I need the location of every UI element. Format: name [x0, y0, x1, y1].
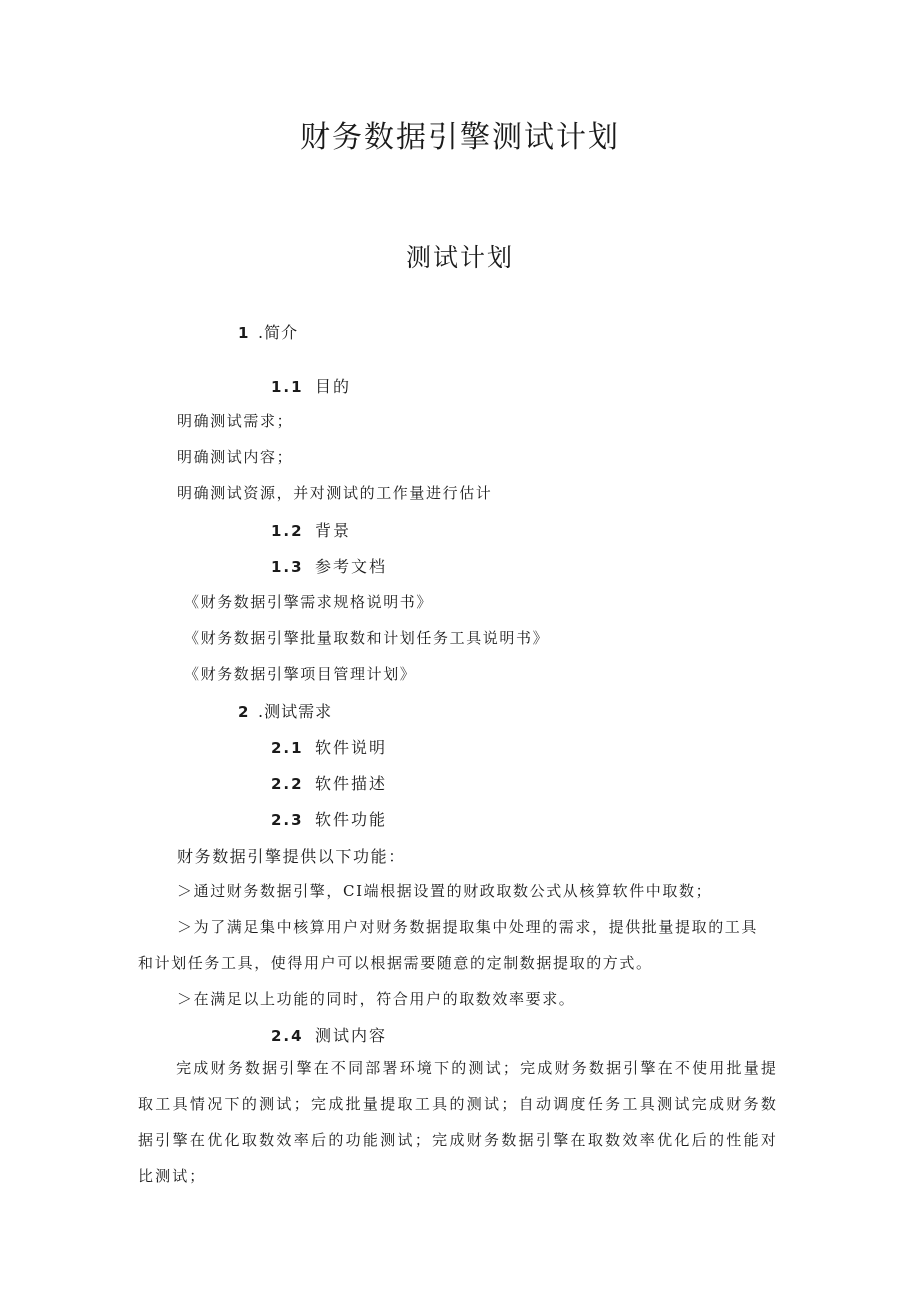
test-content-paragraph — [138, 1050, 778, 1194]
section-label: .测试需求 — [258, 702, 333, 721]
section-1-2-heading — [271, 518, 351, 541]
section-1-heading — [238, 320, 298, 343]
section-2-heading — [238, 699, 332, 722]
section-label: 软件描述 — [315, 774, 388, 793]
section-label: 软件功能 — [315, 810, 388, 829]
document-subtitle: 测试计划 — [405, 243, 514, 272]
section-1-1-heading — [271, 374, 351, 397]
test-content-text: 完成财务数据引擎在不同部署环境下的测试；完成财务数据引擎在不使用批量提取工具情况下的测试；完成批量提取工具的测试；自动调度任务工具测试完成财务数据引擎在优化取数效率后的功能测试；完成财务数据引擎在取数效率优化后的性能对比测试； — [138, 1059, 778, 1185]
purpose-line-3: 明确测试资源，并对测试的工作量进行估计 — [177, 484, 493, 502]
section-number: 1.3 — [271, 558, 304, 576]
function-item-2-cont: 和计划任务工具，使得用户可以根据需要随意的定制数据提取的方式。 — [138, 954, 653, 972]
section-2-3-heading — [271, 807, 387, 830]
purpose-line-1: 明确测试需求； — [177, 412, 294, 430]
section-label: 软件说明 — [315, 738, 388, 757]
reference-1: 《财务数据引擎需求规格说明书》 — [184, 593, 434, 611]
section-2-1-heading — [271, 735, 387, 758]
purpose-line-2: 明确测试内容； — [177, 448, 294, 466]
section-label: 背景 — [315, 521, 352, 540]
document-title: 财务数据引擎测试计划 — [300, 120, 620, 155]
section-number: 2.3 — [271, 811, 304, 829]
section-number: 2 — [238, 703, 250, 721]
section-number: 1 — [238, 324, 250, 342]
reference-3: 《财务数据引擎项目管理计划》 — [184, 665, 417, 683]
section-number: 2.4 — [271, 1027, 304, 1045]
section-number: 1.2 — [271, 522, 304, 540]
section-1-3-heading — [271, 554, 387, 577]
section-2-4-heading — [271, 1023, 387, 1046]
functions-intro: 财务数据引擎提供以下功能： — [177, 847, 406, 866]
section-label: 测试内容 — [315, 1026, 388, 1045]
function-item-3: ＞在满足以上功能的同时，符合用户的取数效率要求。 — [177, 990, 576, 1008]
reference-2: 《财务数据引擎批量取数和计划任务工具说明书》 — [184, 629, 550, 647]
function-item-2: ＞为了满足集中核算用户对财务数据提取集中处理的需求，提供批量提取的工具 — [177, 918, 759, 936]
section-number: 2.1 — [271, 739, 304, 757]
section-2-2-heading — [271, 771, 387, 794]
section-label: 参考文档 — [315, 557, 388, 576]
section-label: 目的 — [315, 377, 352, 396]
section-label: .简介 — [258, 323, 299, 342]
section-number: 1.1 — [271, 378, 304, 396]
function-item-1: ＞通过财务数据引擎，CI端根据设置的财政取数公式从核算软件中取数； — [177, 882, 713, 900]
section-number: 2.2 — [271, 775, 304, 793]
